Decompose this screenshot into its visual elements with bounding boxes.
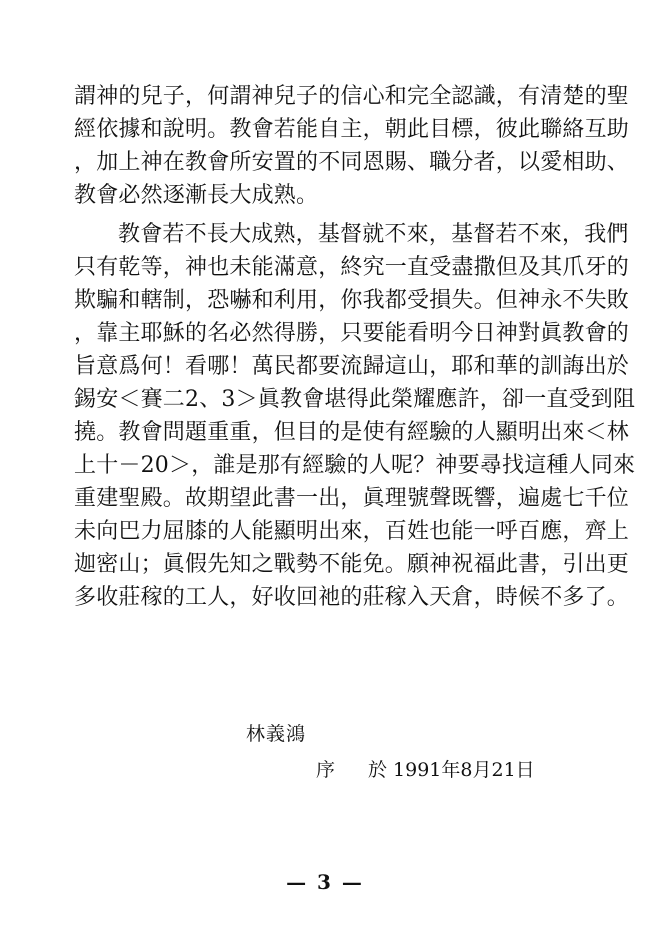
text-line: 迦密山；眞假先知之戰勢不能免。願神祝福此書，引出更 xyxy=(74,552,630,577)
text-line: 撓。教會問題重重，但目的是使有經驗的人顯明出來＜林 xyxy=(74,420,630,445)
preface-date: 於 1991年8月21日 xyxy=(368,759,535,781)
text-line: 欺騙和轄制，恐嚇和利用，你我都受損失。但神永不失敗 xyxy=(74,288,630,313)
text-line: 教會必然逐漸長大成熟。 xyxy=(74,183,319,208)
text-line: 教會若不長大成熟，基督就不來，基督若不來，我們 xyxy=(118,222,629,247)
text-line: 謂神的兒子，何謂神兒子的信心和完全認識，有清楚的聖 xyxy=(74,84,630,109)
text-line: 未向巴力屈膝的人能顯明出來，百姓也能一呼百應，齊上 xyxy=(74,519,630,544)
body-text xyxy=(74,80,636,614)
text-line: 只有乾等，神也未能滿意，終究一直受盡撒但及其爪牙的 xyxy=(74,255,630,280)
paragraph xyxy=(74,80,630,212)
preface-label: 序 xyxy=(316,759,336,781)
page-number: — 3 — xyxy=(286,870,364,894)
text-line: 經依據和說明。教會若能自主，朝此目標，彼此聯絡互助 xyxy=(74,117,630,142)
author-name: 林義鴻 xyxy=(246,723,307,745)
preface-dateline xyxy=(316,757,535,783)
text-line: 錫安＜賽二2、3＞眞教會堪得此榮耀應許，卻一直受到阻 xyxy=(74,387,636,412)
paragraph xyxy=(74,218,636,614)
text-line: ，靠主耶穌的名必然得勝，只要能看明今日神對眞教會的 xyxy=(74,321,630,346)
text-line: 重建聖殿。故期望此書一出，眞理號聲既響，遍處七千位 xyxy=(74,486,630,511)
text-line: 旨意爲何！看哪！萬民都要流歸這山，耶和華的訓誨出於 xyxy=(74,354,630,379)
text-line: ，加上神在教會所安置的不同恩賜、職分者，以愛相助、 xyxy=(74,150,630,175)
text-line: 多收莊稼的工人，好收回祂的莊稼入天倉，時候不多了。 xyxy=(74,585,630,610)
text-line: 上十－20＞，誰是那有經驗的人呢？神要尋找這種人同來 xyxy=(74,453,636,478)
